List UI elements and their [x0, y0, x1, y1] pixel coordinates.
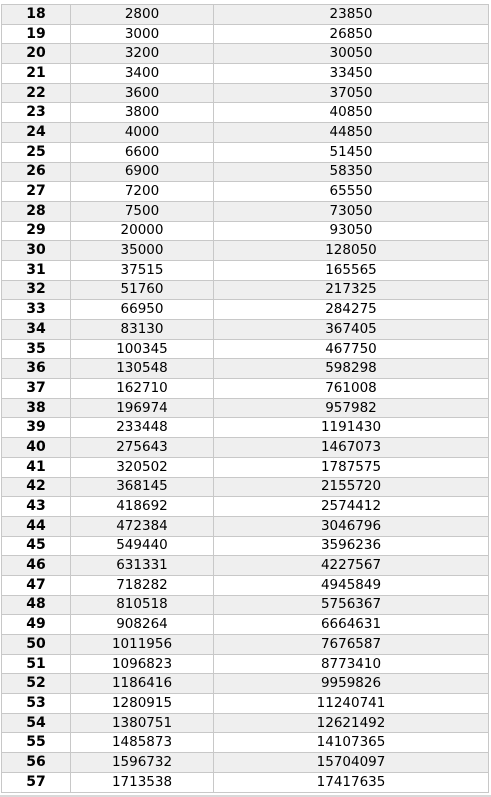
value-a-cell: 549440 [71, 536, 214, 556]
table-row [2, 280, 489, 300]
table-row [2, 182, 489, 202]
table-row [2, 575, 489, 595]
table-row [2, 123, 489, 143]
value-b-cell: 2574412 [214, 497, 489, 517]
value-a-cell: 233448 [71, 418, 214, 438]
value-a-cell: 20000 [71, 221, 214, 241]
value-b-cell: 12621492 [214, 713, 489, 733]
level-cell: 34 [2, 320, 71, 340]
level-cell: 35 [2, 339, 71, 359]
table-row [2, 320, 489, 340]
value-b-cell: 9959826 [214, 674, 489, 694]
table-row [2, 772, 489, 792]
level-cell: 21 [2, 64, 71, 84]
table-row [2, 497, 489, 517]
level-cell: 27 [2, 182, 71, 202]
level-cell: 33 [2, 300, 71, 320]
value-a-cell: 3200 [71, 44, 214, 64]
value-b-cell: 217325 [214, 280, 489, 300]
table-row [2, 457, 489, 477]
value-b-cell: 51450 [214, 142, 489, 162]
level-cell: 24 [2, 123, 71, 143]
value-b-cell: 165565 [214, 260, 489, 280]
value-b-cell: 17417635 [214, 772, 489, 792]
value-b-cell: 2155720 [214, 477, 489, 497]
table-row [2, 477, 489, 497]
value-a-cell: 418692 [71, 497, 214, 517]
value-a-cell: 1280915 [71, 694, 214, 714]
table-row [2, 24, 489, 44]
level-cell: 54 [2, 713, 71, 733]
value-b-cell: 4945849 [214, 575, 489, 595]
value-a-cell: 2800 [71, 5, 214, 25]
value-a-cell: 37515 [71, 260, 214, 280]
level-cell: 53 [2, 694, 71, 714]
table-row [2, 359, 489, 379]
value-b-cell: 598298 [214, 359, 489, 379]
level-cell: 56 [2, 753, 71, 773]
level-cell: 22 [2, 83, 71, 103]
value-b-cell: 3596236 [214, 536, 489, 556]
level-cell: 45 [2, 536, 71, 556]
value-b-cell: 8773410 [214, 654, 489, 674]
level-cell: 48 [2, 595, 71, 615]
level-cell: 36 [2, 359, 71, 379]
value-b-cell: 44850 [214, 123, 489, 143]
table-row [2, 5, 489, 25]
level-cell: 31 [2, 260, 71, 280]
value-a-cell: 130548 [71, 359, 214, 379]
table-row [2, 142, 489, 162]
value-b-cell: 1191430 [214, 418, 489, 438]
value-a-cell: 7200 [71, 182, 214, 202]
value-b-cell: 26850 [214, 24, 489, 44]
table-row [2, 398, 489, 418]
value-b-cell: 7676587 [214, 635, 489, 655]
value-b-cell: 14107365 [214, 733, 489, 753]
table-row [2, 595, 489, 615]
value-b-cell: 128050 [214, 241, 489, 261]
table-row [2, 654, 489, 674]
value-b-cell: 40850 [214, 103, 489, 123]
table-row [2, 753, 489, 773]
level-cell: 51 [2, 654, 71, 674]
level-cell: 39 [2, 418, 71, 438]
value-a-cell: 1485873 [71, 733, 214, 753]
table-row [2, 379, 489, 399]
level-cell: 37 [2, 379, 71, 399]
value-b-cell: 30050 [214, 44, 489, 64]
table-row [2, 713, 489, 733]
table-body [2, 5, 489, 793]
value-a-cell: 275643 [71, 438, 214, 458]
level-cell: 55 [2, 733, 71, 753]
table-row [2, 260, 489, 280]
value-a-cell: 1380751 [71, 713, 214, 733]
table-row [2, 615, 489, 635]
value-b-cell: 65550 [214, 182, 489, 202]
value-b-cell: 1467073 [214, 438, 489, 458]
table-row [2, 64, 489, 84]
value-b-cell: 5756367 [214, 595, 489, 615]
value-b-cell: 73050 [214, 201, 489, 221]
value-b-cell: 367405 [214, 320, 489, 340]
value-b-cell: 284275 [214, 300, 489, 320]
table-row [2, 241, 489, 261]
value-a-cell: 718282 [71, 575, 214, 595]
value-a-cell: 3600 [71, 83, 214, 103]
value-b-cell: 6664631 [214, 615, 489, 635]
value-b-cell: 58350 [214, 162, 489, 182]
value-b-cell: 33450 [214, 64, 489, 84]
value-a-cell: 631331 [71, 556, 214, 576]
table-row [2, 635, 489, 655]
level-cell: 41 [2, 457, 71, 477]
level-cell: 44 [2, 516, 71, 536]
table-row [2, 733, 489, 753]
level-cell: 40 [2, 438, 71, 458]
level-cell: 18 [2, 5, 71, 25]
value-a-cell: 66950 [71, 300, 214, 320]
value-b-cell: 93050 [214, 221, 489, 241]
level-cell: 38 [2, 398, 71, 418]
value-a-cell: 320502 [71, 457, 214, 477]
value-b-cell: 957982 [214, 398, 489, 418]
value-a-cell: 3400 [71, 64, 214, 84]
level-table [1, 4, 489, 793]
table-row [2, 536, 489, 556]
value-a-cell: 6600 [71, 142, 214, 162]
level-cell: 20 [2, 44, 71, 64]
level-cell: 25 [2, 142, 71, 162]
value-a-cell: 7500 [71, 201, 214, 221]
table-row [2, 103, 489, 123]
value-a-cell: 1713538 [71, 772, 214, 792]
level-cell: 57 [2, 772, 71, 792]
value-b-cell: 761008 [214, 379, 489, 399]
value-a-cell: 51760 [71, 280, 214, 300]
table-row [2, 162, 489, 182]
level-cell: 30 [2, 241, 71, 261]
level-cell: 28 [2, 201, 71, 221]
value-a-cell: 4000 [71, 123, 214, 143]
table-row [2, 221, 489, 241]
level-cell: 26 [2, 162, 71, 182]
level-cell: 46 [2, 556, 71, 576]
table-row [2, 44, 489, 64]
table-row [2, 556, 489, 576]
value-a-cell: 1011956 [71, 635, 214, 655]
value-b-cell: 11240741 [214, 694, 489, 714]
value-a-cell: 472384 [71, 516, 214, 536]
value-b-cell: 4227567 [214, 556, 489, 576]
level-cell: 23 [2, 103, 71, 123]
level-cell: 19 [2, 24, 71, 44]
value-a-cell: 810518 [71, 595, 214, 615]
value-a-cell: 1096823 [71, 654, 214, 674]
value-b-cell: 37050 [214, 83, 489, 103]
value-a-cell: 1186416 [71, 674, 214, 694]
table-row [2, 83, 489, 103]
table-row [2, 516, 489, 536]
value-a-cell: 3800 [71, 103, 214, 123]
value-a-cell: 1596732 [71, 753, 214, 773]
table-row [2, 694, 489, 714]
table-row [2, 438, 489, 458]
value-b-cell: 1787575 [214, 457, 489, 477]
table-row [2, 339, 489, 359]
level-cell: 50 [2, 635, 71, 655]
value-a-cell: 6900 [71, 162, 214, 182]
table-row [2, 418, 489, 438]
value-b-cell: 467750 [214, 339, 489, 359]
value-b-cell: 23850 [214, 5, 489, 25]
level-cell: 42 [2, 477, 71, 497]
level-cell: 52 [2, 674, 71, 694]
level-cell: 49 [2, 615, 71, 635]
table-row [2, 300, 489, 320]
table-row [2, 674, 489, 694]
value-a-cell: 3000 [71, 24, 214, 44]
value-a-cell: 100345 [71, 339, 214, 359]
level-cell: 32 [2, 280, 71, 300]
value-a-cell: 368145 [71, 477, 214, 497]
level-cell: 29 [2, 221, 71, 241]
value-b-cell: 3046796 [214, 516, 489, 536]
table-row [2, 201, 489, 221]
value-a-cell: 35000 [71, 241, 214, 261]
value-a-cell: 196974 [71, 398, 214, 418]
level-cell: 43 [2, 497, 71, 517]
level-cell: 47 [2, 575, 71, 595]
value-a-cell: 162710 [71, 379, 214, 399]
value-b-cell: 15704097 [214, 753, 489, 773]
value-a-cell: 83130 [71, 320, 214, 340]
value-a-cell: 908264 [71, 615, 214, 635]
